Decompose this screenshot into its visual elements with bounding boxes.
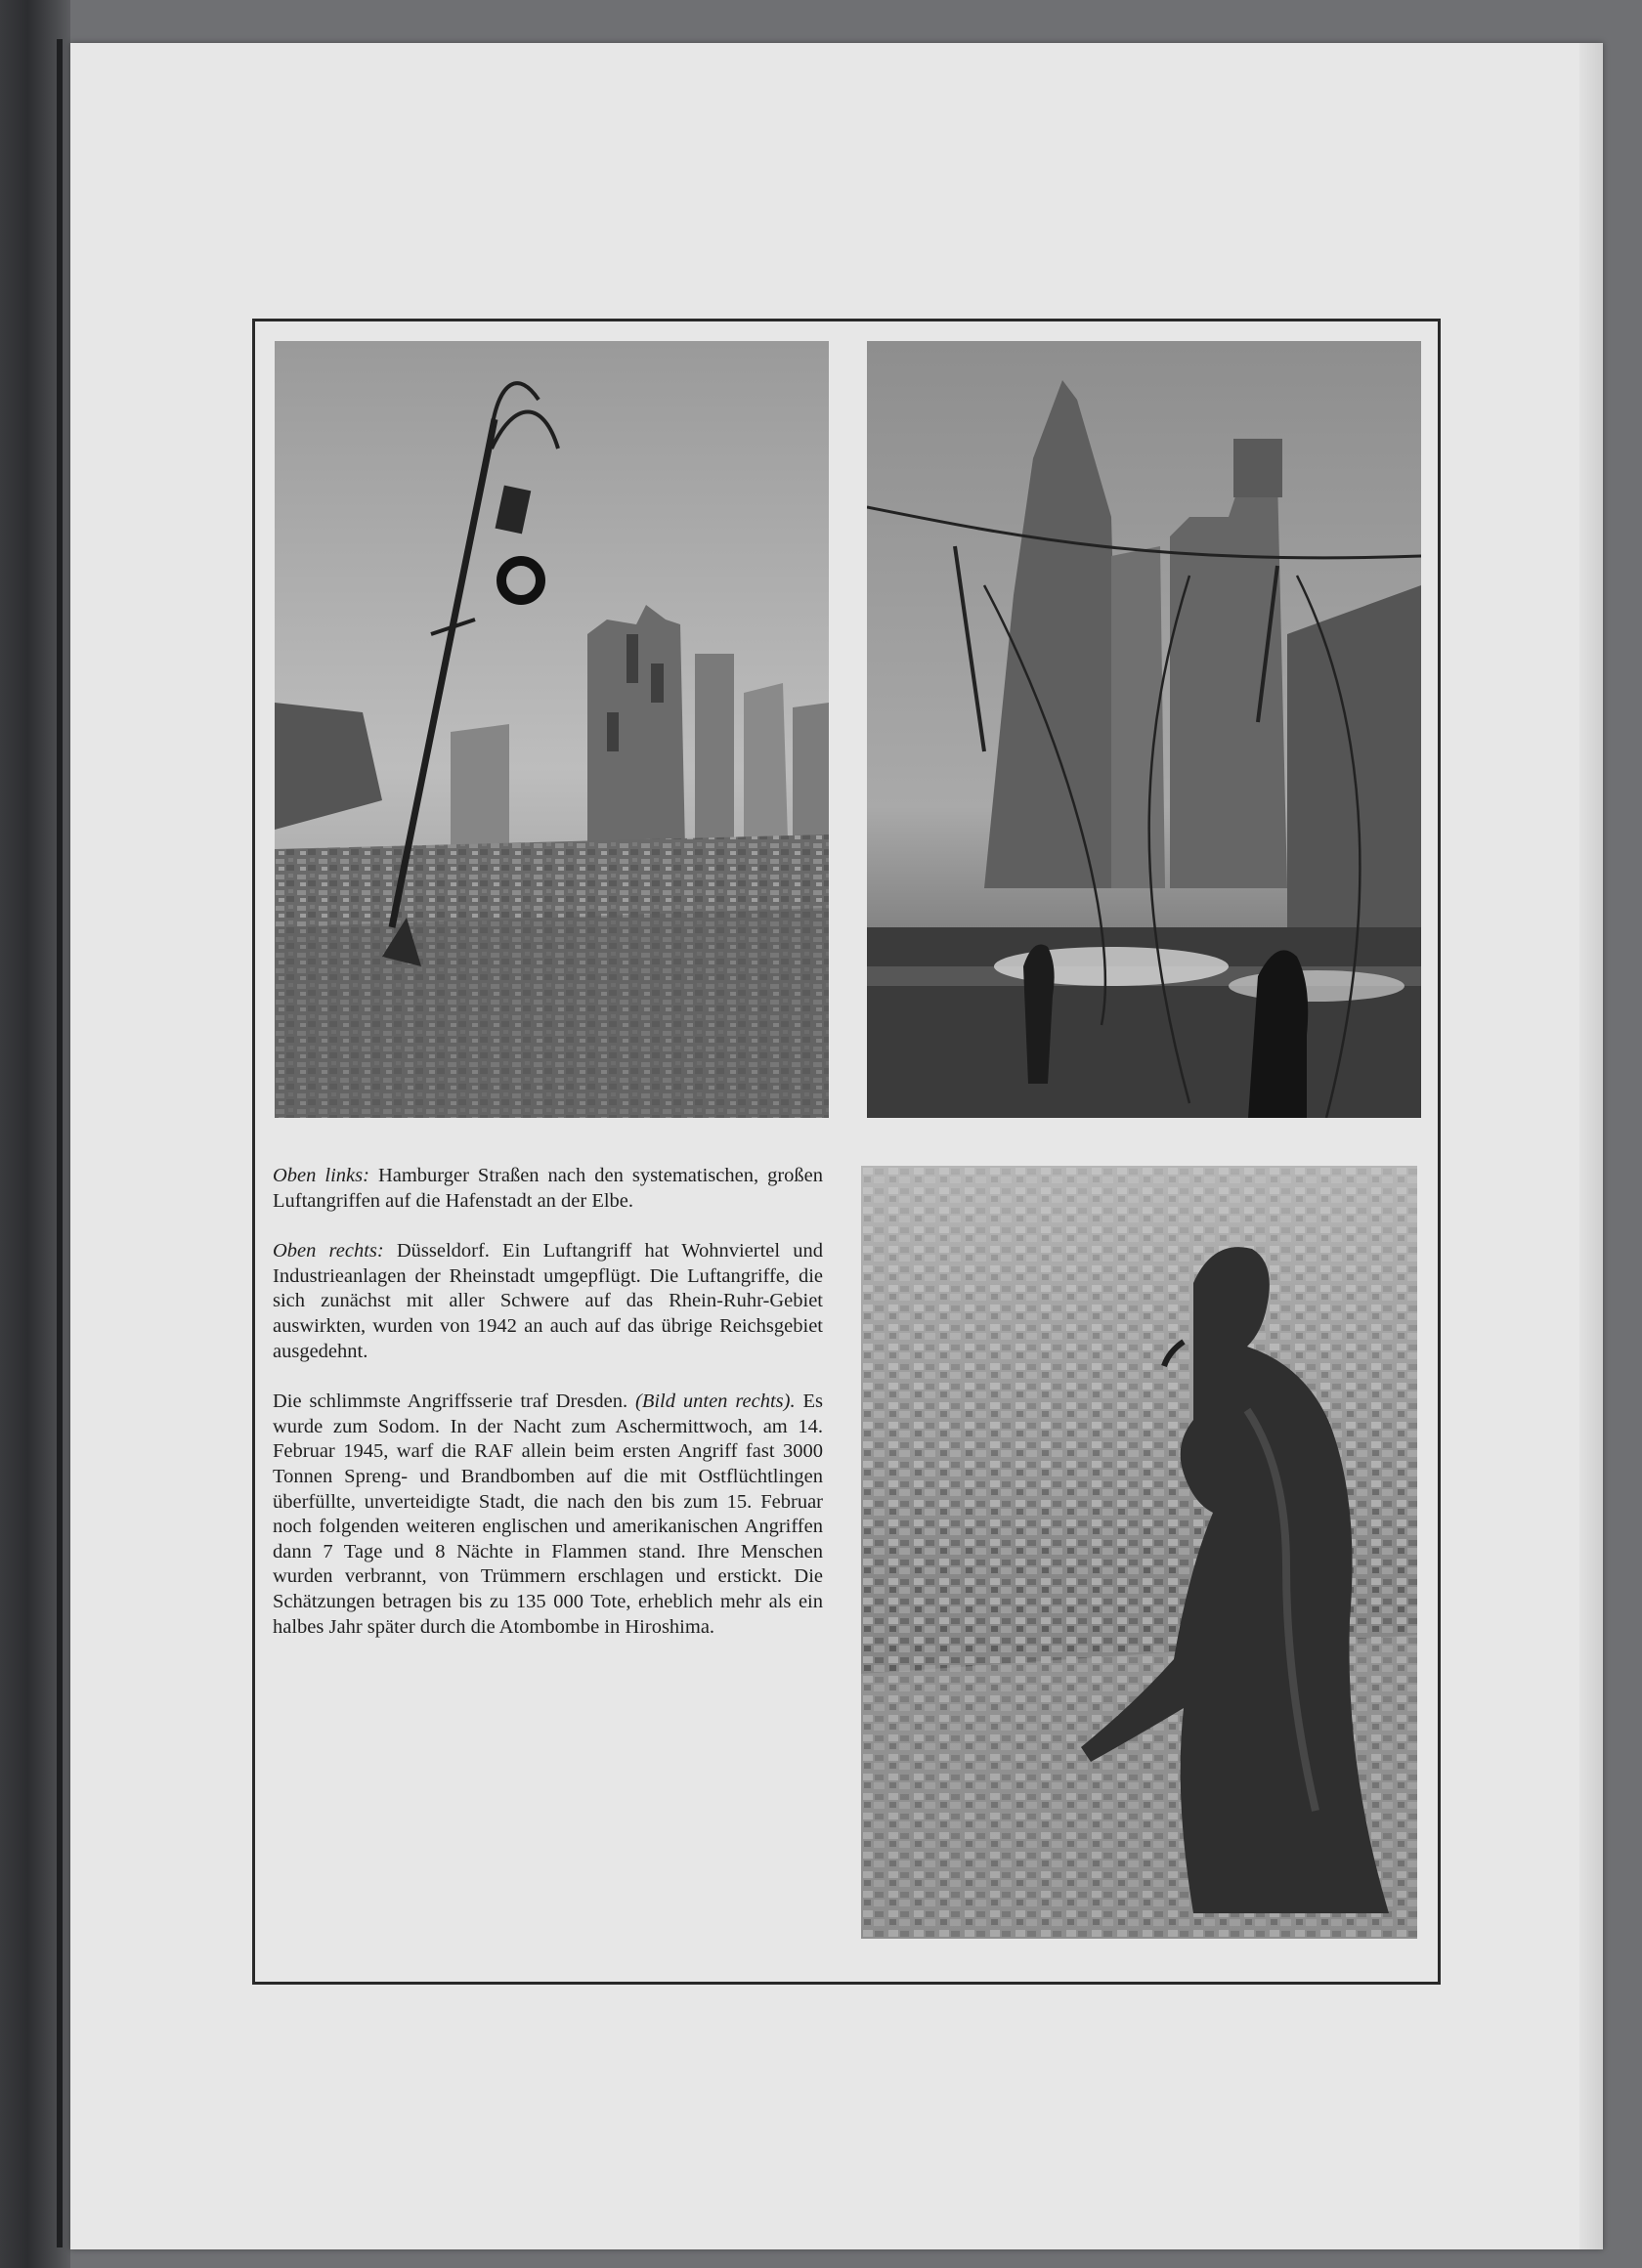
caption-top-right-text: Düsseldorf. Ein Luftangriff hat Wohnviertel und Industrieanlagen der Rheinstadt umgepflügt. Die Luftangriffe, die sich zunächst mit aller Schwere auf das Rhein-Ruhr-Gebiet auswirkten, wurden von 1942 an auch auf das übrige Reichsgebiet ausgedehnt. [273, 1240, 823, 1362]
photo-dresden-statue-image [861, 1166, 1417, 1939]
album-sheet [70, 43, 1603, 2249]
caption-top-right-lead: Oben rechts: [273, 1240, 384, 1262]
caption-top-left [273, 1164, 823, 1214]
caption-top-right [273, 1239, 823, 1364]
caption-dresden-text-before: Die schlimmste Angriffsserie traf Dresden. [273, 1391, 635, 1413]
caption-dresden [273, 1390, 823, 1640]
caption-column [273, 1164, 823, 1665]
caption-top-left-lead: Oben links: [273, 1165, 369, 1186]
caption-dresden-lead: (Bild unten rechts). [635, 1391, 796, 1413]
binder-spine-line [57, 39, 63, 2247]
photo-duesseldorf-fire-image [867, 341, 1421, 1118]
printed-frame [252, 319, 1441, 1985]
caption-dresden-text-after: Es wurde zum Sodom. In der Nacht zum Aschermittwoch, am 14. Februar 1945, warf die RAF allein beim ersten Angriff fast 3000 Tonnen Spreng- und Brandbomben auf die mit Ostflüchtlingen überfüllte, unverteidigte Stadt, die nach den bis zum 15. Februar noch folgenden weiteren englischen und amerikanischen Angriffen dann 7 Tage und 8 Nächte in Flammen stand. Ihre Menschen wurden verbrannt, von Trümmern erschlagen und erstickt. Die Schätzungen betragen bis zu 135 000 Tote, erheblich mehr als ein halbes Jahr später durch die Atombombe in Hiroshima. [273, 1391, 824, 1638]
photo-hamburg-ruins [275, 341, 829, 1118]
photo-duesseldorf-fire [867, 341, 1421, 1118]
sheet-protector-edge [1579, 43, 1603, 2249]
caption-top-left-text: Hamburger Straßen nach den systematischen, großen Luftangriffen auf die Hafenstadt an der Elbe. [273, 1165, 823, 1212]
album-binder [0, 0, 70, 2268]
photo-dresden-statue [861, 1166, 1417, 1939]
photo-hamburg-ruins-image [275, 341, 829, 1118]
